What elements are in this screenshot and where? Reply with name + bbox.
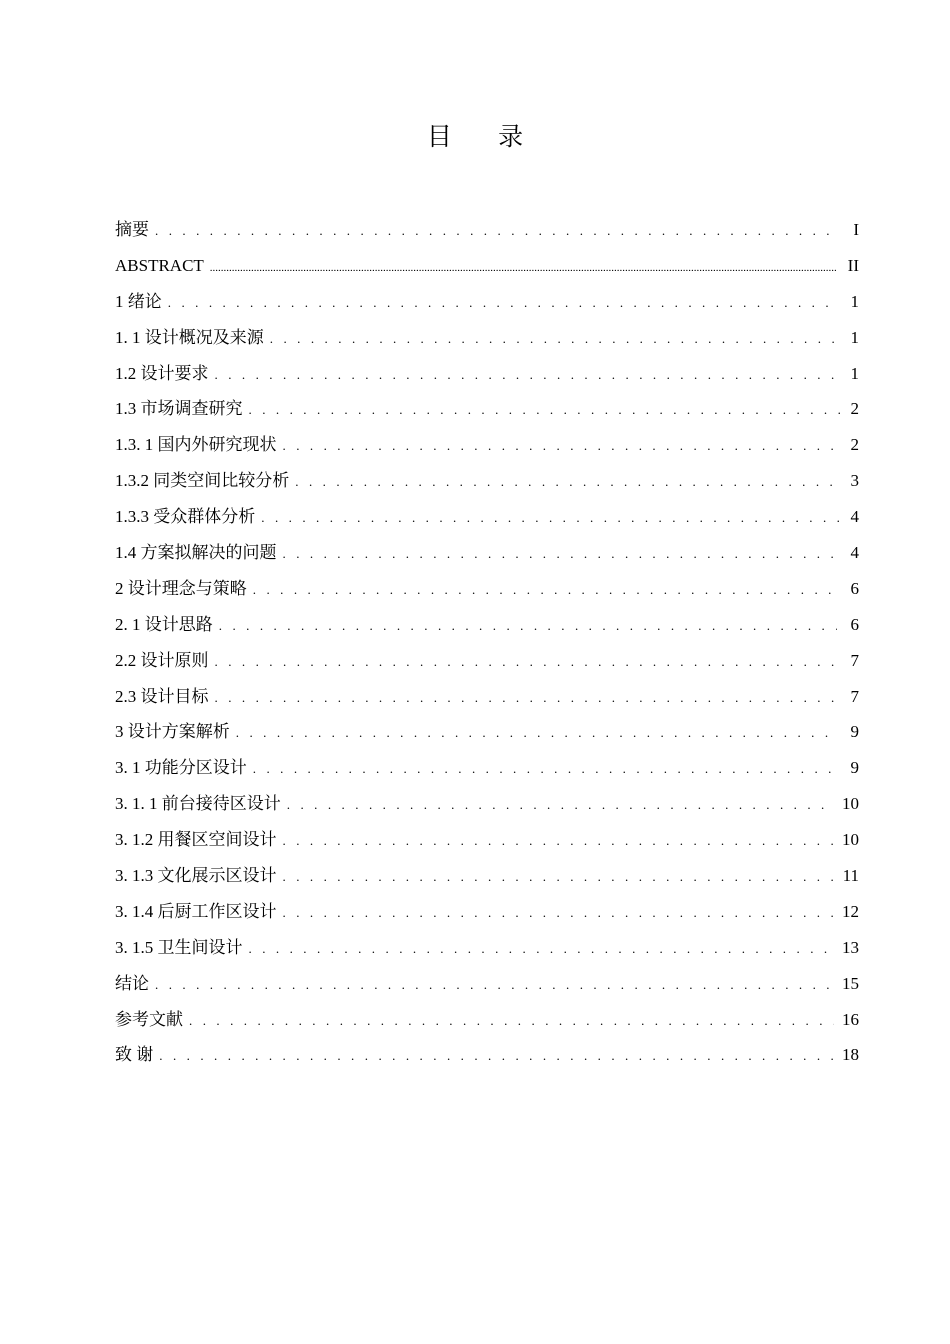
toc-entry-label: 1 绪论 [115,291,162,311]
toc-entry[interactable] [115,930,859,966]
toc-dot-leader [159,1038,834,1074]
toc-dot-leader [287,787,834,823]
toc-dot-leader [283,536,844,572]
toc-entry-page-number: 7 [850,650,859,670]
toc-entry[interactable] [115,1002,859,1038]
toc-entry[interactable] [115,571,859,607]
toc-dot-leader [253,572,837,608]
toc-dot-leader [283,859,835,895]
toc-entry-page-number: 11 [842,866,859,886]
toc-entry-label: 1.3. 1 国内外研究现状 [115,435,277,455]
toc-entry[interactable] [115,391,859,427]
toc-dot-leader [253,751,837,787]
toc-entry-page-number: 16 [842,1009,859,1029]
toc-entry-page-number: I [853,220,859,239]
toc-entry[interactable] [115,714,859,750]
toc-dot-leader [283,428,844,464]
toc-entry-label: 1. 1 设计概况及来源 [115,327,264,347]
toc-dot-leader [295,464,837,500]
toc-title: 目 录 [426,124,544,151]
toc-entry[interactable] [115,320,859,356]
toc-entry[interactable] [115,966,859,1002]
toc-dot-leader [249,392,844,428]
toc-entry-page-number: 4 [850,507,859,527]
toc-entry-label: 1.2 设计要求 [115,363,209,383]
toc-dot-leader [168,285,837,321]
toc-entry[interactable] [115,894,859,930]
toc-entry[interactable] [115,822,859,858]
toc-dot-leader [210,251,837,287]
toc-dot-leader [283,895,835,931]
toc-entry-page-number: 1 [850,363,859,383]
toc-entry[interactable] [115,463,859,499]
toc-entry-page-number: 15 [842,973,859,993]
toc-dot-leader [283,823,835,859]
toc-entry-label: 1.3 市场调查研究 [115,399,243,419]
toc-entry-page-number: 9 [850,722,859,742]
toc-dot-leader [236,715,837,751]
toc-entry-label: 致 谢 [115,1045,154,1065]
toc-entry-label: 结论 [115,973,149,993]
toc-dot-leader [261,500,843,536]
toc-entry-label: 3. 1.4 后厨工作区设计 [115,901,277,921]
toc-dot-leader [155,213,837,249]
toc-dot-leader [215,644,838,680]
toc-entry[interactable] [115,643,859,679]
toc-dot-leader [270,321,837,357]
toc-list [115,212,859,1073]
toc-entry-page-number: 18 [842,1045,859,1065]
toc-entry-label: 3. 1.2 用餐区空间设计 [115,830,277,850]
toc-dot-leader [249,931,835,967]
toc-entry-label: 3 设计方案解析 [115,722,230,742]
toc-entry[interactable] [115,786,859,822]
toc-entry[interactable] [115,750,859,786]
toc-entry-page-number: 6 [850,614,859,634]
toc-entry-page-number: 4 [850,543,859,563]
toc-entry-label: 3. 1.5 卫生间设计 [115,937,243,957]
toc-entry-label: 2.3 设计目标 [115,686,209,706]
toc-entry-label: 1.4 方案拟解决的问题 [115,543,277,563]
toc-entry-page-number: 2 [850,435,859,455]
toc-dot-leader [219,608,837,644]
toc-entry[interactable] [115,284,859,320]
toc-entry-label: 3. 1 功能分区设计 [115,758,247,778]
toc-entry-page-number: 2 [850,399,859,419]
toc-entry[interactable] [115,607,859,643]
toc-dot-leader [155,967,834,1003]
toc-entry-page-number: 13 [842,937,859,957]
toc-entry-page-number: 6 [850,578,859,598]
toc-entry[interactable] [115,248,859,284]
toc-entry-label: 2 设计理念与策略 [115,578,247,598]
toc-entry[interactable] [115,356,859,392]
toc-entry-page-number: 3 [850,471,859,491]
toc-entry[interactable] [115,535,859,571]
toc-dot-leader [189,1003,834,1039]
toc-entry-label: 3. 1.3 文化展示区设计 [115,866,277,886]
toc-entry[interactable] [115,679,859,715]
toc-entry-page-number: 9 [850,758,859,778]
toc-entry-label: 3. 1. 1 前台接待区设计 [115,794,281,814]
toc-entry-page-number: 10 [842,794,859,814]
toc-entry[interactable] [115,858,859,894]
toc-entry-page-number: 7 [850,686,859,706]
toc-entry[interactable] [115,499,859,535]
toc-entry-label: 1.3.2 同类空间比较分析 [115,471,290,491]
toc-dot-leader [215,680,838,716]
toc-entry-label: 1.3.3 受众群体分析 [115,507,256,527]
toc-dot-leader [215,357,838,393]
toc-entry-label: 摘要 [115,220,149,239]
toc-entry-page-number: 10 [842,830,859,850]
toc-entry-page-number: II [847,255,859,275]
toc-entry-label: 2.2 设计原则 [115,650,209,670]
toc-entry[interactable] [115,427,859,463]
toc-entry[interactable] [115,1037,859,1073]
toc-entry-page-number: 1 [850,291,859,311]
toc-entry-page-number: 12 [842,901,859,921]
toc-entry-label: 2. 1 设计思路 [115,614,213,634]
toc-entry-label: 参考文献 [115,1009,183,1029]
toc-entry-label: ABSTRACT [115,255,204,275]
toc-entry-page-number: 1 [850,327,859,347]
toc-entry[interactable] [115,212,859,248]
